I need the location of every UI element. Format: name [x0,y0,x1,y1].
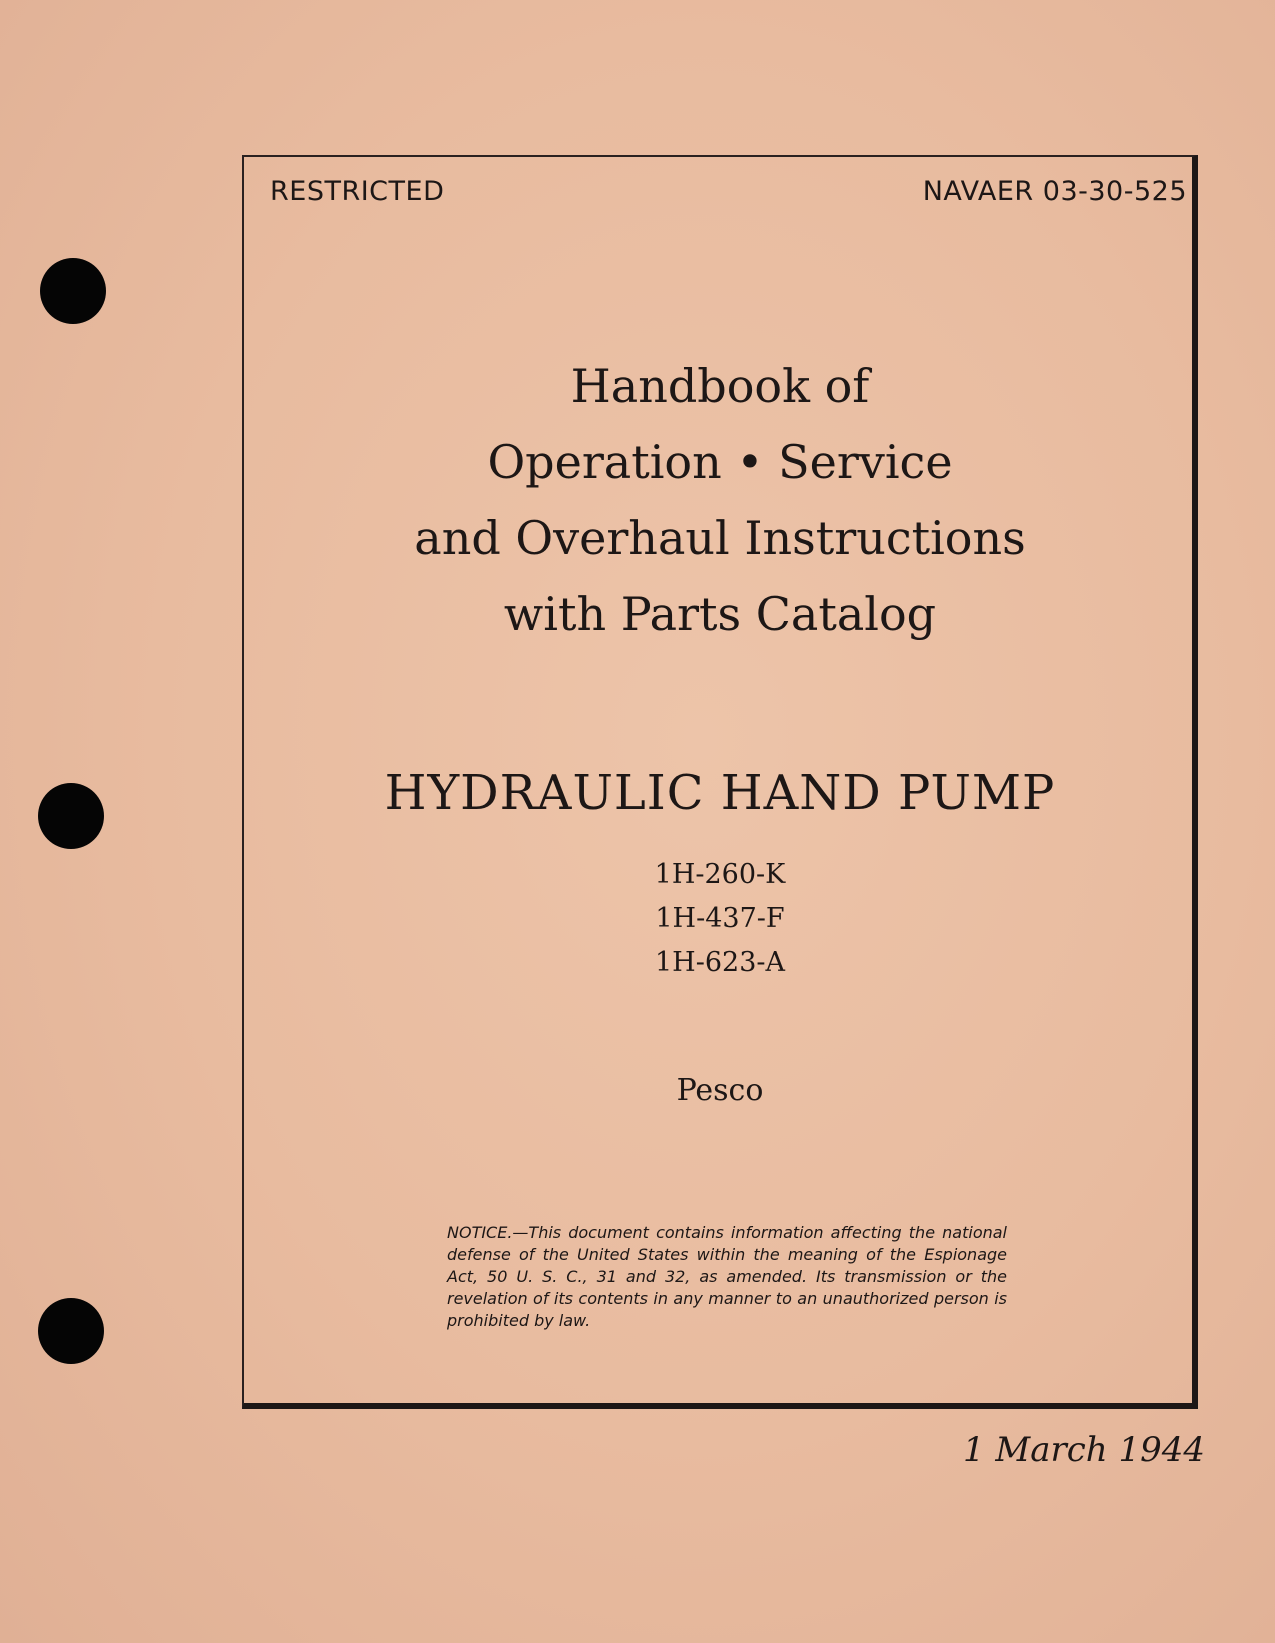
title-line: with Parts Catalog [503,587,937,641]
title-line: and Overhaul Instructions [414,511,1026,565]
model-number: 1H-437-F [655,903,785,934]
punch-hole [38,783,104,849]
classification-label: RESTRICTED [270,176,445,207]
model-list [242,853,1198,985]
punch-hole [40,258,106,324]
publication-date: 1 March 1944 [962,1430,1205,1470]
document-number: NAVAER 03-30-525 [922,176,1187,207]
product-name: HYDRAULIC HAND PUMP [384,765,1056,821]
punch-hole [38,1298,104,1364]
model-number: 1H-623-A [654,947,785,978]
manufacturer-name: Pesco [676,1073,764,1108]
model-number: 1H-260-K [654,859,786,890]
title-line: Operation • Service [487,435,953,489]
espionage-notice: NOTICE.—This document contains information affecting the national defense of the United States within the meaning of the Espionage Act, 50 U. S. C., 31 and 32, as amended. Its transmission or the revelation of its contents in any manner to an unauthorized person is prohibited by law. [447,1223,1007,1330]
handbook-title [242,348,1198,652]
title-line: Handbook of [570,359,870,413]
